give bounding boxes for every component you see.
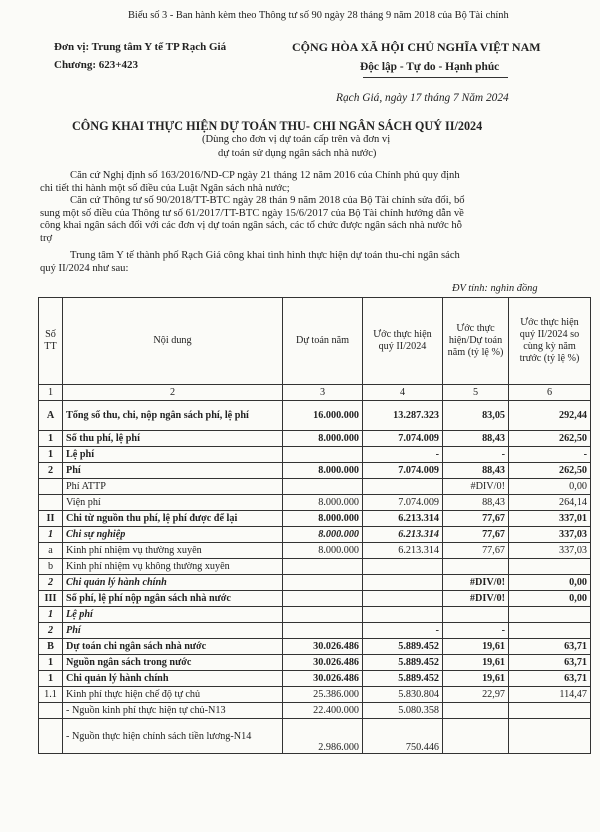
cell-ratio-same-period <box>509 607 591 623</box>
header-stt: Số TT <box>39 298 63 385</box>
cell-ratio-estimate: 88,43 <box>443 431 509 447</box>
cell-ratio-same-period: 63,71 <box>509 671 591 687</box>
cell-content: Phí <box>63 623 283 639</box>
cell-stt: II <box>39 511 63 527</box>
cell-q2-actual: 5.830.804 <box>363 687 443 703</box>
cell-ratio-same-period <box>509 559 591 575</box>
cell-stt: 2 <box>39 623 63 639</box>
cell-ratio-estimate <box>443 607 509 623</box>
cell-content: Kinh phí nhiệm vụ thường xuyên <box>63 543 283 559</box>
cell-estimate <box>283 447 363 463</box>
header-content: Nội dung <box>63 298 283 385</box>
cell-ratio-estimate: #DIV/0! <box>443 479 509 495</box>
cell-q2-actual: 5.889.452 <box>363 655 443 671</box>
cell-ratio-same-period: 337,03 <box>509 543 591 559</box>
table-row <box>39 401 591 431</box>
cell-stt: a <box>39 543 63 559</box>
cell-content: Nguồn ngân sách trong nước <box>63 655 283 671</box>
cell-stt: 1 <box>39 671 63 687</box>
cell-ratio-same-period: 264,14 <box>509 495 591 511</box>
cell-ratio-estimate: 77,67 <box>443 543 509 559</box>
cell-q2-actual: - <box>363 623 443 639</box>
cell-content: Chi quản lý hành chính <box>63 575 283 591</box>
table-row <box>39 447 591 463</box>
cell-estimate: 16.000.000 <box>283 401 363 431</box>
legal-basis-1-line-1: Căn cứ Nghị định số 163/2016/ND-CP ngày 21 tháng 12 năm 2016 của Chính phủ quy định <box>70 170 460 181</box>
cell-estimate: 8.000.000 <box>283 463 363 479</box>
page-title: CÔNG KHAI THỰC HIỆN DỰ TOÁN THU- CHI NGÂN SÁCH QUÝ II/2024 <box>72 119 483 133</box>
cell-estimate: 30.026.486 <box>283 655 363 671</box>
legal-basis-2-line-2: sung một số điều của Thông tư số 61/2017/TT-BTC ngày 15/6/2017 của Bộ Tài chính hướng dẫn về <box>40 207 464 219</box>
cell-ratio-estimate: - <box>443 623 509 639</box>
table-row <box>39 495 591 511</box>
cell-stt: III <box>39 591 63 607</box>
cell-estimate: 8.000.000 <box>283 511 363 527</box>
cell-content: Chi sự nghiệp <box>63 527 283 543</box>
unit-name: Đơn vị: Trung tâm Y tế TP Rạch Giá <box>54 41 227 53</box>
cell-content: Kinh phí thực hiện chế độ tự chủ <box>63 687 283 703</box>
cell-content: Phí ATTP <box>63 479 283 495</box>
cell-stt <box>39 495 63 511</box>
cell-content: Số phí, lệ phí nộp ngân sách nhà nước <box>63 591 283 607</box>
table-row <box>39 431 591 447</box>
cell-content: Số thu phí, lệ phí <box>63 431 283 447</box>
date-line: Rạch Giá, ngày 17 tháng 7 Năm 2024 <box>336 92 509 104</box>
cell-estimate <box>283 591 363 607</box>
cell-estimate <box>283 623 363 639</box>
subtitle-2: dự toán sử dụng ngân sách nhà nước) <box>218 148 377 159</box>
table-row <box>39 527 591 543</box>
cell-ratio-same-period: 0,00 <box>509 591 591 607</box>
cell-stt <box>39 479 63 495</box>
cell-estimate <box>283 575 363 591</box>
cell-content: Chi từ nguồn thu phí, lệ phí được để lại <box>63 511 283 527</box>
cell-ratio-estimate: 83,05 <box>443 401 509 431</box>
legal-basis-1-line-2: chi tiết thi hành một số điều của Luật Ngân sách nhà nước; <box>40 182 290 194</box>
cell-estimate: 8.000.000 <box>283 495 363 511</box>
cell-q2-actual <box>363 575 443 591</box>
cell-ratio-estimate: 88,43 <box>443 495 509 511</box>
motto-underline <box>363 77 508 78</box>
cell-q2-actual: 6.213.314 <box>363 511 443 527</box>
cell-content: Viện phí <box>63 495 283 511</box>
intro-line-2: quý II/2024 như sau: <box>40 262 129 274</box>
cell-q2-actual: 6.213.314 <box>363 543 443 559</box>
unit-note: ĐV tính: nghìn đồng <box>452 283 538 294</box>
cell-ratio-estimate: 19,61 <box>443 639 509 655</box>
cell-content: Lệ phí <box>63 447 283 463</box>
cell-content: 2 <box>63 385 283 401</box>
cell-content: Chi quản lý hành chính <box>63 671 283 687</box>
cell-ratio-estimate <box>443 559 509 575</box>
cell-q2-actual: 6.213.314 <box>363 527 443 543</box>
cell-q2-actual <box>363 479 443 495</box>
cell-ratio-estimate: 88,43 <box>443 463 509 479</box>
chapter-code: Chương: 623+423 <box>54 59 139 71</box>
cell-ratio-same-period: 262,50 <box>509 431 591 447</box>
cell-content: Dự toán chi ngân sách nhà nước <box>63 639 283 655</box>
cell-estimate: 8.000.000 <box>283 431 363 447</box>
cell-ratio-estimate: #DIV/0! <box>443 575 509 591</box>
cell-ratio-estimate <box>443 719 509 754</box>
header-ratio-estimate: Ước thực hiện/Dự toán năm (tỷ lệ %) <box>443 298 509 385</box>
cell-estimate: 8.000.000 <box>283 543 363 559</box>
table-row <box>39 655 591 671</box>
motto: Độc lập - Tự do - Hạnh phúc <box>360 61 500 73</box>
cell-ratio-estimate: - <box>443 447 509 463</box>
cell-q2-actual: 13.287.323 <box>363 401 443 431</box>
cell-ratio-same-period <box>509 719 591 754</box>
legal-basis-2-line-4: trợ <box>40 232 53 244</box>
cell-ratio-estimate: 77,67 <box>443 511 509 527</box>
header-q2-actual: Ước thực hiện quý II/2024 <box>363 298 443 385</box>
table-row <box>39 703 591 719</box>
legal-basis-2-line-3: công khai ngân sách đối với các đơn vị dự toán ngân sách, các tổ chức được ngân sách nhà nước hỗ <box>40 220 462 232</box>
intro-line-1: Trung tâm Y tế thành phố Rạch Giá công khai tình hình thực hiện dự toán thu-chi ngân sách <box>70 250 460 261</box>
cell-stt: 2 <box>39 575 63 591</box>
legal-basis-2-line-1: Căn cứ Thông tư số 90/2018/TT-BTC ngày 28 thán 9 năm 2018 của Bộ Tài chính sửa đổi, bổ <box>70 195 465 206</box>
intro-paragraph <box>40 250 570 275</box>
header-ratio-same-period: Ước thực hiện quý II/2024 so cùng kỳ năm trước (tỷ lệ %) <box>509 298 591 385</box>
table-row <box>39 719 591 754</box>
subtitle-1: (Dùng cho đơn vị dự toán cấp trên và đơn vị <box>202 134 391 145</box>
cell-stt: 1 <box>39 447 63 463</box>
cell-stt <box>39 719 63 754</box>
cell-stt: 1 <box>39 385 63 401</box>
cell-ratio-estimate <box>443 703 509 719</box>
table-row <box>39 575 591 591</box>
cell-ratio-same-period: 63,71 <box>509 655 591 671</box>
cell-ratio-same-period: 6 <box>509 385 591 401</box>
cell-stt: 1 <box>39 527 63 543</box>
cell-q2-actual: 4 <box>363 385 443 401</box>
cell-ratio-same-period: 114,47 <box>509 687 591 703</box>
cell-estimate: 30.026.486 <box>283 671 363 687</box>
cell-estimate: 22.400.000 <box>283 703 363 719</box>
header-row <box>39 298 591 385</box>
cell-estimate <box>283 559 363 575</box>
cell-q2-actual: 5.889.452 <box>363 639 443 655</box>
table-row <box>39 559 591 575</box>
table-row <box>39 463 591 479</box>
table-row <box>39 385 591 401</box>
cell-ratio-estimate: 5 <box>443 385 509 401</box>
form-note: Biểu số 3 - Ban hành kèm theo Thông tư số 90 ngày 28 tháng 9 năm 2018 của Bộ Tài chính <box>128 10 509 21</box>
table-row <box>39 623 591 639</box>
table-row <box>39 511 591 527</box>
cell-stt: 1.1 <box>39 687 63 703</box>
cell-estimate: 30.026.486 <box>283 639 363 655</box>
cell-q2-actual <box>363 559 443 575</box>
cell-estimate <box>283 607 363 623</box>
cell-q2-actual: 7.074.009 <box>363 495 443 511</box>
table-row <box>39 479 591 495</box>
cell-ratio-estimate: 77,67 <box>443 527 509 543</box>
table-row <box>39 687 591 703</box>
cell-stt: A <box>39 401 63 431</box>
cell-estimate: 25.386.000 <box>283 687 363 703</box>
cell-content: Tổng số thu, chi, nộp ngân sách phí, lệ phí <box>63 401 283 431</box>
table-row <box>39 639 591 655</box>
table-row <box>39 591 591 607</box>
cell-ratio-same-period: 337,03 <box>509 527 591 543</box>
cell-q2-actual <box>363 607 443 623</box>
cell-q2-actual: 750.446 <box>363 719 443 754</box>
cell-stt: 1 <box>39 655 63 671</box>
table-row <box>39 671 591 687</box>
cell-ratio-estimate: 19,61 <box>443 655 509 671</box>
cell-ratio-same-period: 0,00 <box>509 575 591 591</box>
table-row <box>39 607 591 623</box>
cell-ratio-same-period: 292,44 <box>509 401 591 431</box>
cell-stt: 1 <box>39 431 63 447</box>
cell-q2-actual: 7.074.009 <box>363 463 443 479</box>
cell-estimate: 8.000.000 <box>283 527 363 543</box>
cell-content: Kinh phí nhiệm vụ không thường xuyên <box>63 559 283 575</box>
cell-ratio-same-period: 63,71 <box>509 639 591 655</box>
cell-stt <box>39 703 63 719</box>
cell-ratio-same-period: 337,01 <box>509 511 591 527</box>
cell-stt: 2 <box>39 463 63 479</box>
cell-stt: b <box>39 559 63 575</box>
table-row <box>39 543 591 559</box>
cell-estimate <box>283 479 363 495</box>
header-estimate: Dự toán năm <box>283 298 363 385</box>
cell-q2-actual: - <box>363 447 443 463</box>
legal-basis-2 <box>40 195 570 245</box>
cell-ratio-same-period: 0,00 <box>509 479 591 495</box>
cell-q2-actual <box>363 591 443 607</box>
budget-table <box>38 297 591 754</box>
cell-content: - Nguồn thực hiện chính sách tiền lương-N14 <box>63 719 283 754</box>
cell-q2-actual: 5.889.452 <box>363 671 443 687</box>
cell-content: Phí <box>63 463 283 479</box>
cell-ratio-estimate: 19,61 <box>443 671 509 687</box>
cell-estimate: 3 <box>283 385 363 401</box>
cell-q2-actual: 5.080.358 <box>363 703 443 719</box>
cell-content: Lệ phí <box>63 607 283 623</box>
cell-stt: 1 <box>39 607 63 623</box>
cell-ratio-same-period <box>509 623 591 639</box>
cell-q2-actual: 7.074.009 <box>363 431 443 447</box>
cell-content: - Nguồn kinh phí thực hiện tự chủ-N13 <box>63 703 283 719</box>
cell-ratio-estimate: #DIV/0! <box>443 591 509 607</box>
cell-ratio-same-period: 262,50 <box>509 463 591 479</box>
cell-ratio-same-period <box>509 703 591 719</box>
table-body <box>39 385 591 754</box>
country-title: CỘNG HÒA XÃ HỘI CHỦ NGHĨA VIỆT NAM <box>292 40 541 54</box>
cell-ratio-estimate: 22,97 <box>443 687 509 703</box>
table-header <box>39 298 591 385</box>
cell-estimate: 2.986.000 <box>283 719 363 754</box>
legal-basis-1 <box>40 170 570 195</box>
cell-ratio-same-period: - <box>509 447 591 463</box>
cell-stt: B <box>39 639 63 655</box>
